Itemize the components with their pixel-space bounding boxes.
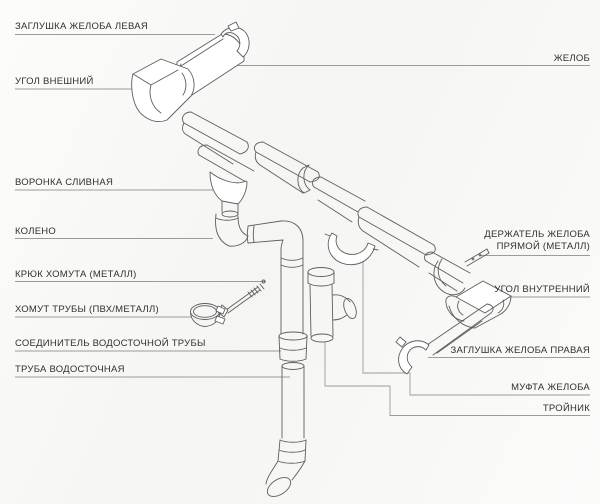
label-gutter-end-cap-right: ЗАГЛУШКА ЖЕЛОБА ПРАВАЯ [450,345,590,356]
part-gutter-end-cap-right [396,304,493,374]
part-tee [308,268,359,343]
label-inner-corner: УГОЛ ВНУТРЕННИЙ [494,284,590,295]
part-gutter-section [358,207,435,267]
label-drain-funnel: ВОРОНКА СЛИВНАЯ [15,177,114,188]
leader-coupling [363,262,590,395]
part-pipe-clamp [191,304,226,327]
part-gutter-section [312,177,365,222]
label-outer-corner: УГОЛ ВНЕШНИЙ [15,76,94,87]
label-clamp-hook-metal: КРЮК ХОМУТА (МЕТАЛЛ) [15,269,137,280]
part-downpipe-connector [279,332,307,361]
part-elbow-assembly [216,214,303,334]
part-clamp-hook-metal [218,280,265,319]
part-outer-corner [132,59,194,122]
part-gutter-section [182,112,248,164]
label-elbow: КОЛЕНО [15,226,57,237]
label-downpipe: ТРУБА ВОДОСТОЧНАЯ [15,364,125,375]
diagram-parts [132,22,511,500]
label-downpipe-connector: СОЕДИНИТЕЛЬ ВОДОСТОЧНОЙ ТРУБЫ [15,338,206,349]
label-gutter-coupling: МУФТА ЖЕЛОБА [511,382,590,393]
leader-lines [15,35,590,416]
part-drain-funnel [198,145,254,217]
label-gutter-end-cap-left: ЗАГЛУШКА ЖЕЛОБА ЛЕВАЯ [15,21,148,32]
label-gutter: ЖЕЛОБ [553,53,590,64]
part-downpipe-outlet [264,440,306,500]
part-gutter-clip [298,165,310,193]
label-pipe-clamp: ХОМУТ ТРУБЫ (ПВХ/МЕТАЛЛ) [15,304,159,315]
part-gutter-coupling [325,233,378,265]
part-downpipe [282,363,304,439]
label-gutter-holder-straight: ДЕРЖАТЕЛЬ ЖЕЛОБА ПРЯМОЙ (МЕТАЛЛ) [484,229,590,252]
label-tee: ТРОЙНИК [542,403,590,414]
part-gutter-section [254,142,319,193]
